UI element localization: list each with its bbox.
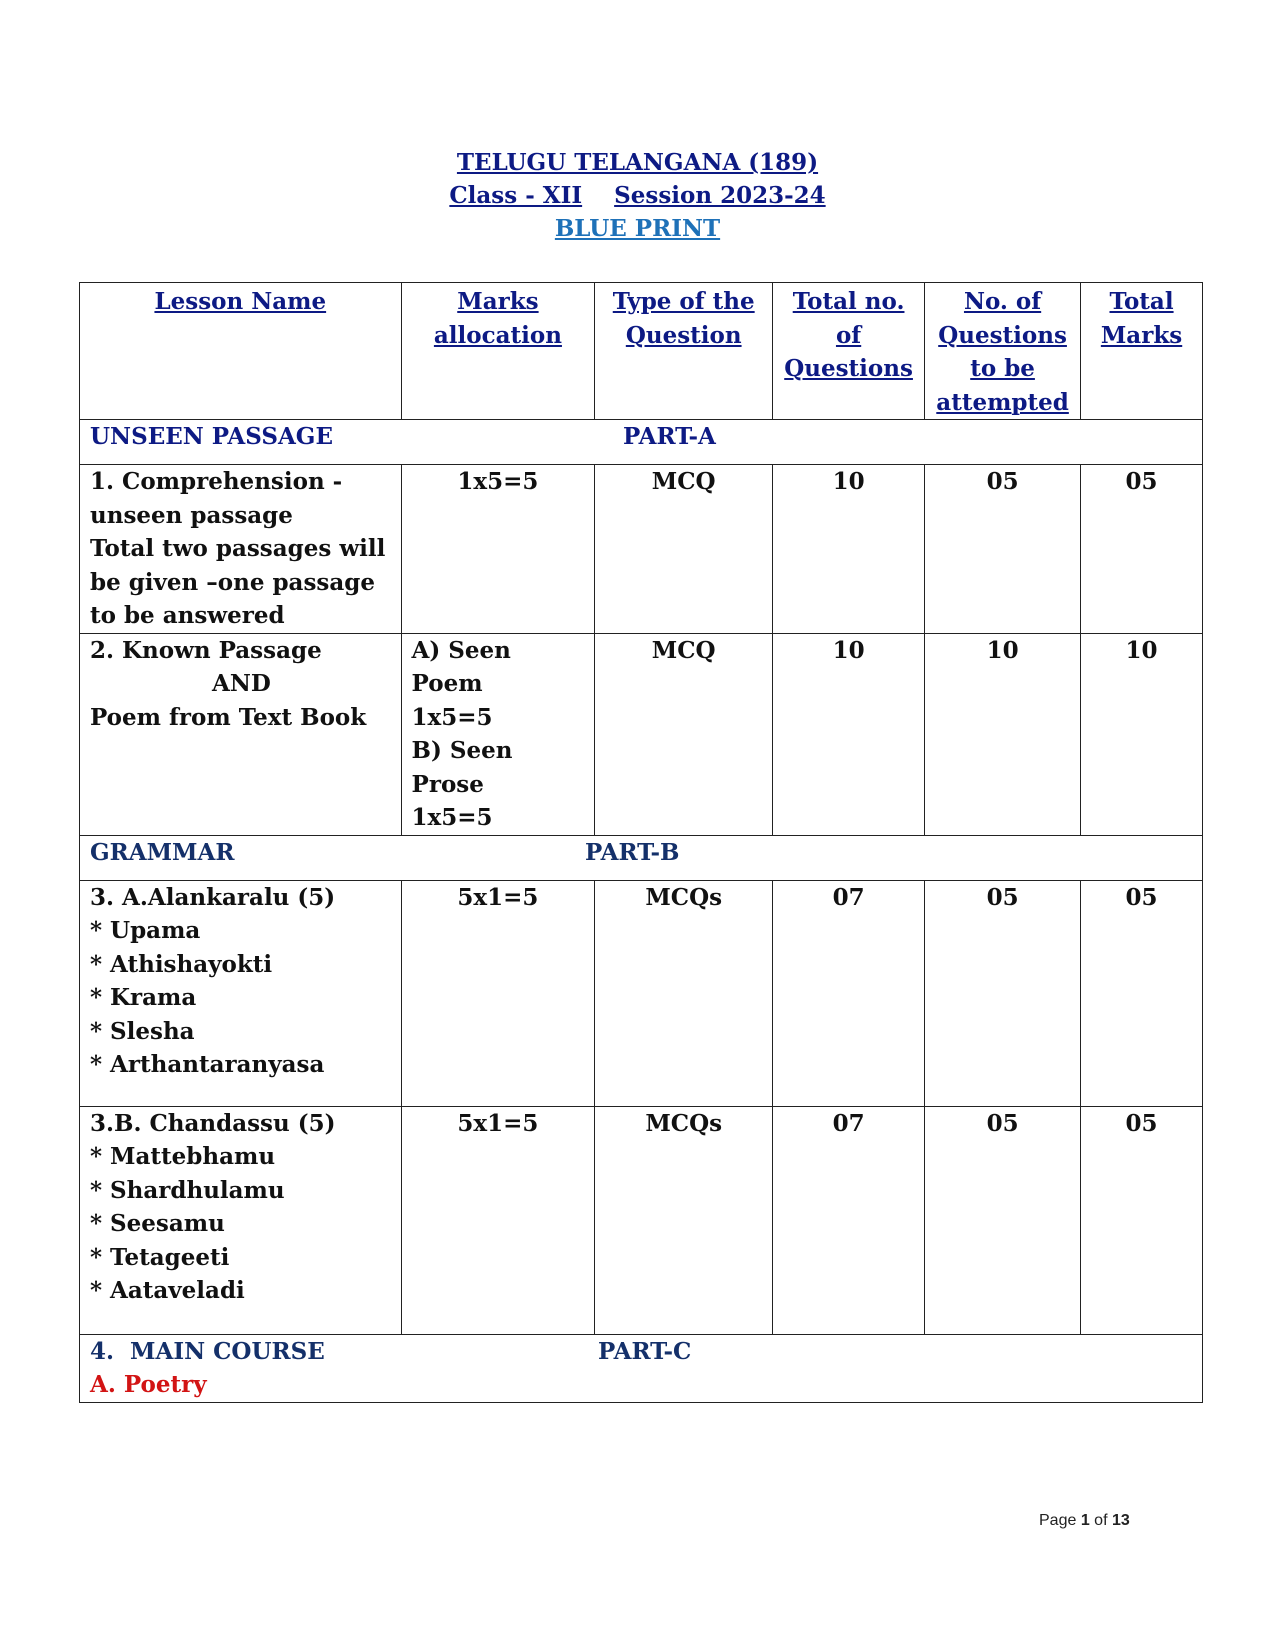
type-cell: MCQ <box>595 633 773 835</box>
section-label: GRAMMAR <box>90 838 235 866</box>
lesson-cell: 1. Comprehension - unseen passage Total two passages will be given –one passage to be answered <box>80 465 402 634</box>
table-row <box>80 465 1203 634</box>
header-marks-allocation: Marks allocation <box>401 283 595 420</box>
total-marks-cell: 05 <box>1081 1106 1203 1334</box>
lesson-cell: 3.B. Chandassu (5) * Mattebhamu * Shardhulamu * Seesamu * Tetageeti * Aataveladi <box>80 1106 402 1334</box>
table-row <box>80 633 1203 835</box>
section-part: PART-B <box>585 838 680 866</box>
class-session-line <box>0 179 1275 212</box>
attempted-cell: 05 <box>925 1106 1081 1334</box>
table-header-row <box>80 283 1203 420</box>
document-title: TELUGU TELANGANA (189) <box>456 149 819 176</box>
blueprint-table <box>79 282 1203 1403</box>
total-questions-cell: 07 <box>773 1106 925 1334</box>
section-label: UNSEEN PASSAGE <box>90 423 333 450</box>
header-total-questions: Total no. of Questions <box>773 283 925 420</box>
total-marks-cell: 05 <box>1081 880 1203 1106</box>
marks-cell: 5x1=5 <box>401 880 595 1106</box>
total-marks-cell: 10 <box>1081 633 1203 835</box>
section-part: PART-A <box>623 423 716 450</box>
header-lesson-name: Lesson Name <box>80 283 402 420</box>
marks-cell: 1x5=5 <box>401 465 595 634</box>
table-row <box>80 1106 1203 1334</box>
total-questions-cell: 10 <box>773 633 925 835</box>
subsection-poetry: A. Poetry <box>90 1371 207 1398</box>
attempted-cell: 10 <box>925 633 1081 835</box>
type-cell: MCQs <box>595 1106 773 1334</box>
section-row-part-b <box>80 835 1203 880</box>
header-question-type: Type of the Question <box>595 283 773 420</box>
table-row <box>80 880 1203 1106</box>
attempted-cell: 05 <box>925 880 1081 1106</box>
header-questions-attempted: No. of Questions to be attempted <box>925 283 1081 420</box>
blue-print-subtitle: BLUE PRINT <box>554 215 721 242</box>
section-label: 4. MAIN COURSE <box>90 1337 325 1365</box>
type-cell: MCQs <box>595 880 773 1106</box>
section-row-part-c <box>80 1334 1203 1402</box>
class-label: Class - XII <box>449 182 583 209</box>
total-marks-cell: 05 <box>1081 465 1203 634</box>
total-questions-cell: 07 <box>773 880 925 1106</box>
marks-cell: 5x1=5 <box>401 1106 595 1334</box>
session-label: Session 2023-24 <box>614 182 826 209</box>
lesson-cell: 2. Known Passage AND Poem from Text Book <box>80 633 402 835</box>
section-row-part-a <box>80 420 1203 465</box>
type-cell: MCQ <box>595 465 773 634</box>
attempted-cell: 05 <box>925 465 1081 634</box>
page-number: Page 1 of 13 <box>1039 1512 1130 1529</box>
total-questions-cell: 10 <box>773 465 925 634</box>
marks-cell: A) Seen Poem 1x5=5 B) Seen Prose 1x5=5 <box>401 633 595 835</box>
section-part: PART-C <box>598 1337 692 1365</box>
title-block <box>0 146 1275 245</box>
header-total-marks: Total Marks <box>1081 283 1203 420</box>
lesson-cell: 3. A.Alankaralu (5) * Upama * Athishayokti * Krama * Slesha * Arthantaranyasa <box>80 880 402 1106</box>
